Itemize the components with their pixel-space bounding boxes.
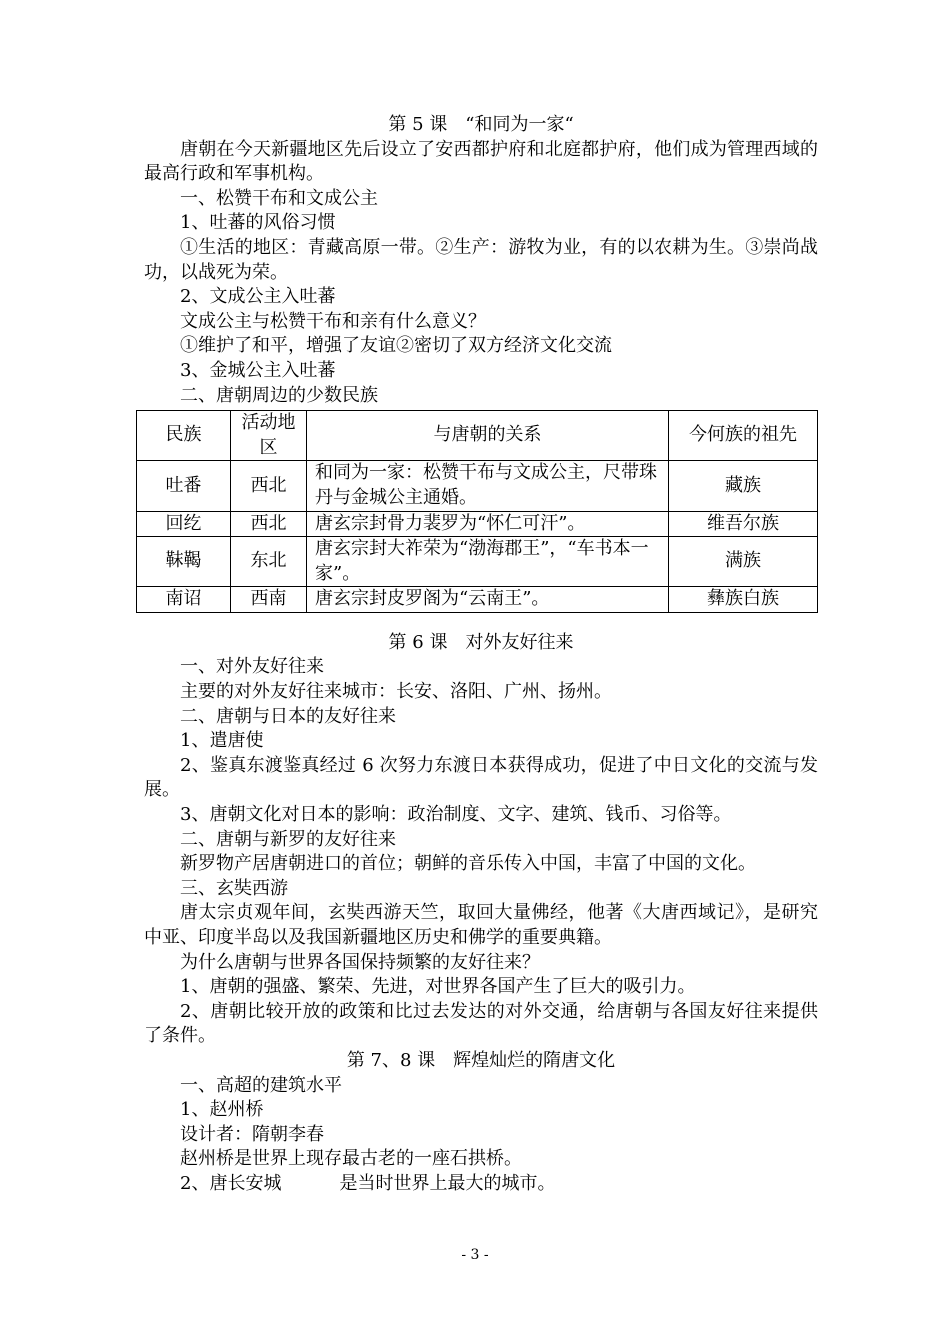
lesson5-heading-1: 一、松赞干布和文成公主 [180,187,378,209]
lesson6-heading-2: 二、唐朝与日本的友好往来 [180,705,396,727]
lesson6-heading-2-1: 1、遣唐使 [180,730,264,752]
lesson6-cities: 主要的对外友好往来城市：长安、洛阳、广州、扬州。 [180,681,612,703]
table-cell: 西北 [231,511,307,537]
lesson5-intro: 唐朝在今天新疆地区先后设立了安西都护府和北庭都护府，他们成为管理西域的最高行政和军事机构。 [144,138,818,185]
table-row [137,537,818,587]
lesson6-jianzhen: 2、鉴真东渡鉴真经过 6 次努力东渡日本获得成功，促进了中日文化的交流与发展。 [144,754,818,801]
table-header-cell: 民族 [137,411,231,461]
table-row [137,511,818,537]
lesson78-heading-1: 一、高超的建筑水平 [180,1074,342,1096]
lesson5-heading-1-1: 1、吐蕃的风俗习惯 [180,212,336,234]
table-cell: 东北 [231,537,307,587]
table-header-cell: 活动地区 [231,411,307,461]
table-cell: 靺鞨 [137,537,231,587]
lesson78-heading-1-1: 1、赵州桥 [180,1099,264,1121]
table-header-cell: 与唐朝的关系 [307,411,669,461]
lesson6-reason-2: 2、唐朝比较开放的政策和比过去发达的对外交通，给唐朝与各国友好往来提供了条件。 [144,1000,818,1047]
table-cell: 西北 [231,461,307,511]
lesson5-heading-2: 二、唐朝周边的少数民族 [180,384,378,406]
table-cell: 吐番 [137,461,231,511]
page-number: - 3 - [461,1247,489,1263]
lesson5-customs: ①生活的地区：青藏高原一带。②生产：游牧为业，有的以农耕为生。③崇尚战功，以战死为荣。 [144,236,818,283]
lesson5-answer: ①维护了和平，增强了友谊②密切了双方经济文化交流 [180,335,612,357]
table-cell: 维吾尔族 [669,511,818,537]
ethnic-groups-table [136,410,818,613]
lesson5-heading-1-2: 2、文成公主入吐蕃 [180,286,336,308]
lesson78-designer: 设计者：隋朝李春 [180,1123,324,1145]
table-header-row [137,411,818,461]
table-cell: 满族 [669,537,818,587]
lesson5-question: 文成公主与松赞干布和亲有什么意义？ [180,310,486,332]
lesson78-heading-1-2: 2、唐长安城 [180,1172,282,1194]
page-content [144,113,818,1197]
table-cell: 彝族白族 [669,587,818,613]
table-row [137,587,818,613]
lesson5-title: 第 5 课 “和同为一家“ [388,114,574,135]
table-cell: 南诏 [137,587,231,613]
lesson6-silla: 新罗物产居唐朝进口的首位；朝鲜的音乐传入中国，丰富了中国的文化。 [180,853,756,875]
table-cell: 唐玄宗封皮罗阁为“云南王”。 [307,587,669,613]
table-cell: 和同为一家：松赞干布与文成公主，尺带珠丹与金城公主通婚。 [307,461,669,511]
lesson6-heading-4: 三、玄奘西游 [180,877,288,899]
table-cell: 西南 [231,587,307,613]
lesson6-reason-1: 1、唐朝的强盛、繁荣、先进，对世界各国产生了巨大的吸引力。 [180,976,696,998]
lesson6-heading-1: 一、对外友好往来 [180,656,324,678]
lesson5-heading-1-3: 3、金城公主入吐蕃 [180,359,336,381]
table-cell: 唐玄宗封大祚荣为“渤海郡王”，“车书本一家”。 [307,537,669,587]
lesson78-title: 第 7、8 课 辉煌灿烂的隋唐文化 [346,1049,616,1071]
lesson6-influence: 3、唐朝文化对日本的影响：政治制度、文字、建筑、钱币、习俗等。 [180,804,732,826]
table-row [137,461,818,511]
lesson6-title: 第 6 课 对外友好往来 [388,631,574,653]
lesson78-changan-desc: 是当时世界上最大的城市。 [339,1172,556,1194]
table-cell: 藏族 [669,461,818,511]
table-cell: 唐玄宗封骨力裴罗为“怀仁可汗”。 [307,511,669,537]
lesson78-bridge: 赵州桥是世界上现存最古老的一座石拱桥。 [180,1148,522,1170]
lesson6-heading-3: 二、唐朝与新罗的友好往来 [180,828,396,850]
lesson6-xuanzang: 唐太宗贞观年间，玄奘西游天竺，取回大量佛经，他著《大唐西域记》，是研究中亚、印度半岛以及我国新疆地区历史和佛学的重要典籍。 [144,902,818,948]
table-cell: 回纥 [137,511,231,537]
lesson78-changan [144,1172,818,1197]
lesson6-why: 为什么唐朝与世界各国保持频繁的友好往来？ [180,951,540,973]
table-header-cell: 今何族的祖先 [669,411,818,461]
